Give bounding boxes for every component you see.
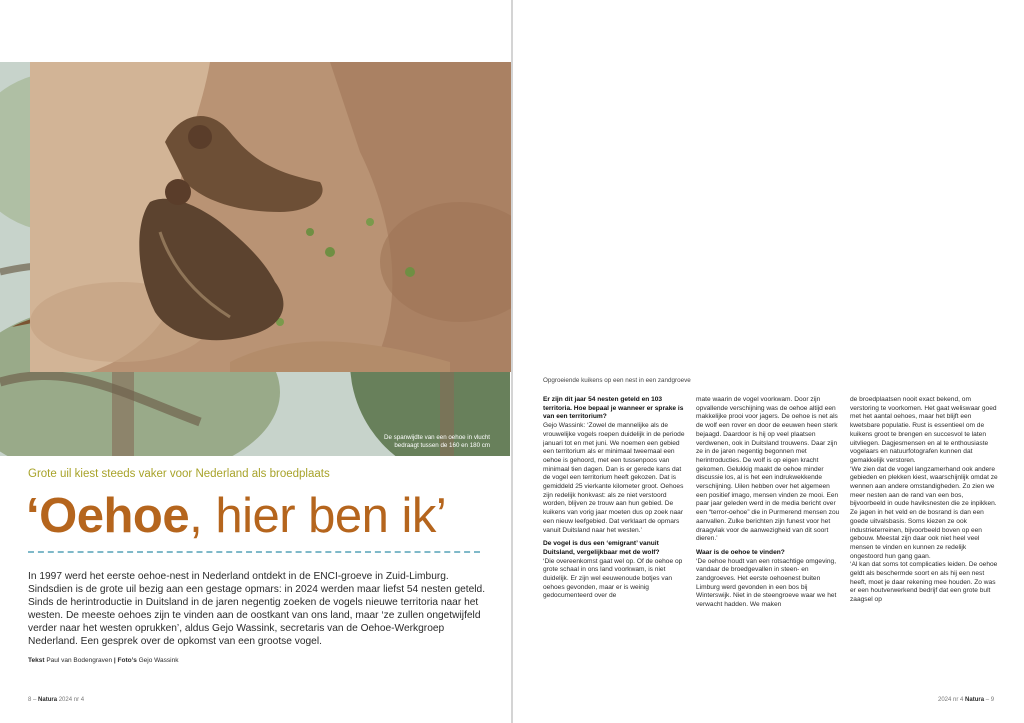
credit-author: Paul van Bodengraven <box>46 657 113 664</box>
left-folio <box>28 697 84 703</box>
left-folio-dash: – <box>33 697 37 703</box>
answer-1: Gejo Wassink: ‘Zowel de mannelijke als de vrouwelijke vogels roepen duidelijk in de periode januari tot en met juni. We noemen een gebied een territorium als er minimaal tweemaal een oehoe is gehoord, met een tussenpoos van minimaal tien dagen. Dan is er gerede kans dat de vogel een territorium heeft gekozen. Dat is gemiddeld 25 vierkante kilometer groot. Oehoes zijn redelijk honkvast: als ze niet verstoord worden, blijven ze trouw aan hun gebied. De kuikens van vorig jaar moeten dus op zoek naar een nieuw leefgebied. Dat verklaart de opmars vanuit Duitsland naar het westen.’ <box>543 422 685 534</box>
article-headline <box>26 488 446 544</box>
text-column-2 <box>696 396 842 696</box>
article-credit <box>28 657 178 664</box>
credit-text-label: Tekst <box>28 657 45 664</box>
owlets-illustration <box>30 62 511 372</box>
left-folio-issue: 2024 nr 4 <box>58 697 85 703</box>
article-subtitle: Grote uil kiest steeds vaker voor Nederland als broedplaats <box>28 468 330 480</box>
credit-photographer: Gejo Wassink <box>138 657 179 664</box>
question-3: Waar is de oehoe te vinden? <box>696 548 785 556</box>
left-folio-magazine: Natura <box>38 697 58 703</box>
answer-3-start: ‘De oehoe houdt van een rotsachtige omgeving, vandaar de broedgevallen in steen- en zandgroeves. Het eerste oehoenest buiten Limburg werd gevonden in een bos bij Winterswijk. Niet in de steengroeve waar we het verwacht hadden. We maken <box>696 557 837 609</box>
owlets-nest-photo <box>30 62 511 372</box>
headline-light: , hier ben ik’ <box>189 489 447 543</box>
question-2: De vogel is dus een ‘emigrant’ vanuit Duitsland, vergelijkbaar met de wolf? <box>543 540 660 556</box>
left-page-number: 8 <box>28 697 32 703</box>
right-page-number: 9 <box>990 697 995 703</box>
photo-caption <box>384 434 490 450</box>
right-folio-dash: – <box>985 697 990 703</box>
answer-3-paragraph-2: ‘We zien dat de vogel langzamerhand ook andere gebieden en plekken kiest, waarschijnlijk omdat ze wennen aan andere omstandigheden. Zo zien we meer nesten aan de rand van een bos, bijvoorbeeld in oude haviksnesten die ze inpikken. Ze jagen in het veld en de bosrand is dan een goede uitvalsbasis. Soms kiezen ze ook industrieterreinen, bijvoorbeeld boven op een gebouw. Meestal zijn daar ook niet heel veel mensen te vinden en kunnen ze redelijk ongestoord hun gang gaan. <box>850 465 998 560</box>
answer-3-paragraph-3: ‘Al kan dat soms tot complicaties leiden. De oehoe geldt als beschermde soort en als hij een nest heeft, moet je daar rekening mee houden. Zo was er een houtverwerkend bedrijf dat een grote bult zaagsel op <box>850 561 998 604</box>
article-intro: In 1997 werd het eerste oehoe-nest in Nederland ontdekt in de ENCI-groeve in Zuid-Limburg. Sindsdien is de grote uil bezig aan een gestage opmars: in 2024 werden maar liefst 54 nesten geteld. Sinds de herintroductie in Duitsland in de jaren negentig zoeken de vogels nieuwe territoria naar het westen. De meeste oehoes zijn te vinden aan de oostkant van ons land, maar ‘ze zullen ongetwijfeld verder naar het westen oprukken’, aldus Gejo Wassink, secretaris van de Oehoe-Werkgroep Nederland. Een gesprek over de opkomst van een grootse vogel. <box>28 571 486 647</box>
photo-caption-line-2: bedraagt tussen de 160 en 180 cm <box>394 442 490 449</box>
dashed-divider <box>28 551 480 553</box>
text-column-3 <box>850 396 1000 696</box>
headline-bold: ‘Oehoe <box>26 489 190 543</box>
photo-caption-owlets: Opgroeiende kuikens op een nest in een zandgroeve <box>543 377 691 384</box>
right-folio <box>938 697 994 703</box>
right-folio-magazine: Natura <box>965 697 985 703</box>
answer-3-continued: de broedplaatsen nooit exact bekend, om verstoring te voorkomen. Het gaat weliswaar goed met het aantal oehoes, maar het blijft een kwetsbare populatie. Rust is essentieel om de kuikens groot te brengen en succesvol te laten uitvliegen. Dagjesmensen en al te enthousiaste vogelaars en natuurfotografen kunnen dat gemakkelijk verstoren. <box>850 396 997 464</box>
credit-photo-label: Foto’s <box>117 657 137 664</box>
page-gutter <box>511 0 513 723</box>
credit-separator: | <box>113 657 116 664</box>
answer-2-continued: mate waarin de vogel voorkwam. Door zijn opvallende verschijning was de oehoe altijd een makkelijke prooi voor jagers. De oehoe is net als de wolf een rover en door de eeuwen heen sterk bejaagd. Daardoor is hij op veel plaatsen verdwenen, ook in Duitsland trouwens. Daar zijn ze in de jaren negentig begonnen met herintroducties. De wolf is op eigen kracht gekomen. Gelukkig maakt de oehoe minder discussie los, al is het een indrukwekkende verschijning. Uilen hebben over het algemeen een positief imago, mensen vinden ze mooi. Een paar jaar geleden werd in de media bericht over een “terror-oehoe” die in Purmerend mensen zou aanvallen. Zulke berichten zijn funest voor het draagvlak voor de aanwezigheid van dit soort dieren.’ <box>696 396 840 543</box>
question-1: Er zijn dit jaar 54 nesten geteld en 103 territoria. Hoe bepaal je wanneer er sprake is van een territorium? <box>543 396 684 421</box>
right-folio-issue: 2024 nr 4 <box>938 697 964 703</box>
answer-2-start: ‘Die overeenkomst gaat wel op. Of de oehoe op grote schaal in ons land voorkwam, is niet duidelijk. Er zijn wel eeuwenoude botjes van oehoes gevonden, maar er is weinig gedocumenteerd over de <box>543 557 683 600</box>
text-column-1 <box>543 396 689 696</box>
photo-caption-line-1: De spanwijdte van een oehoe in vlucht <box>384 434 490 441</box>
